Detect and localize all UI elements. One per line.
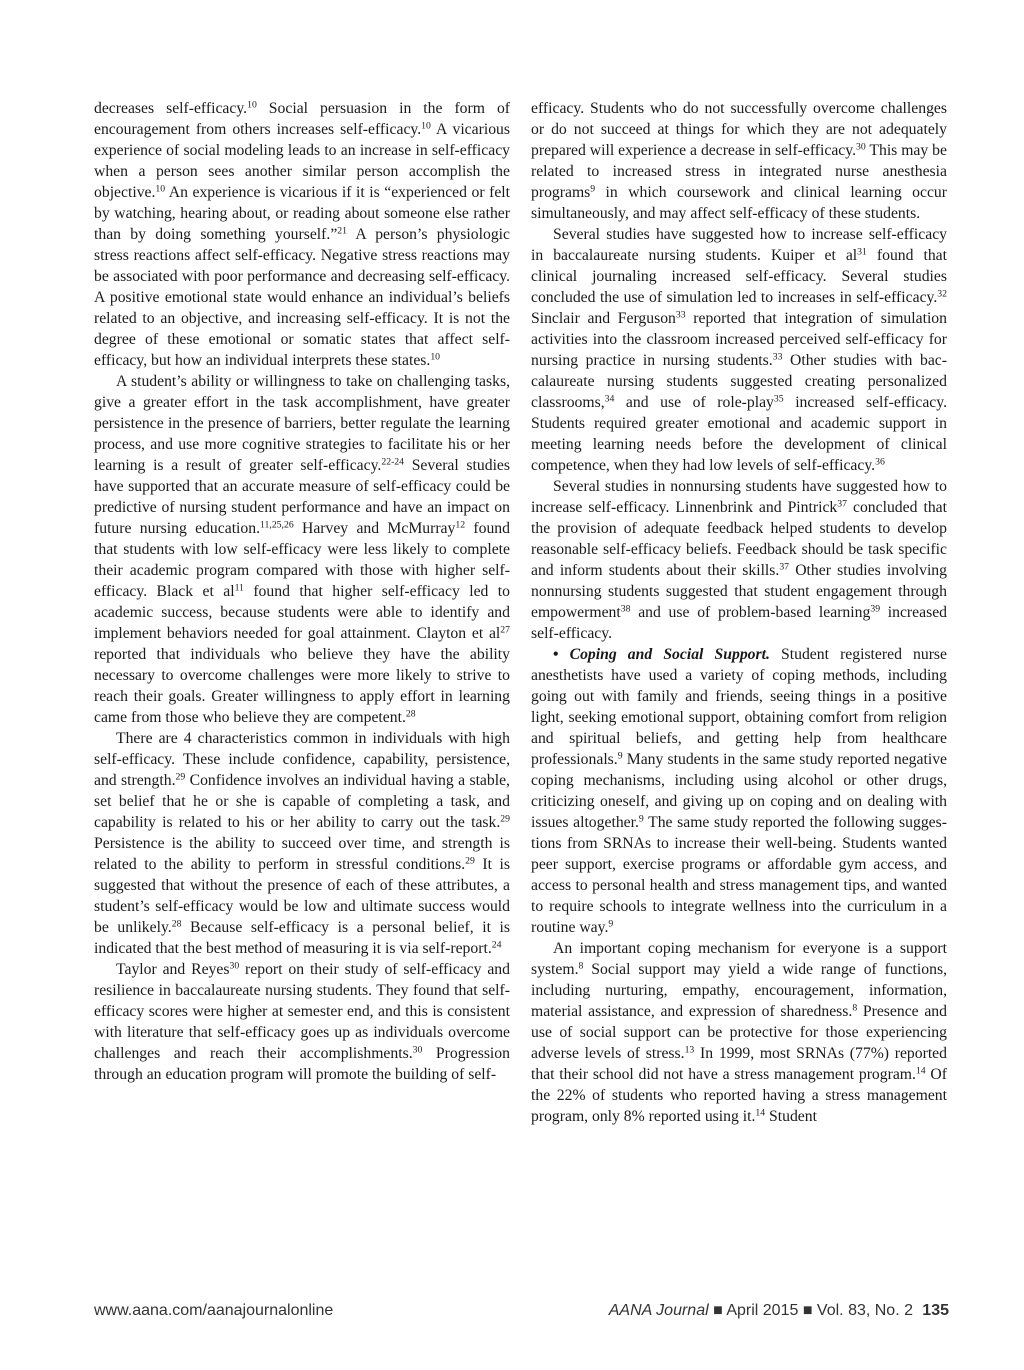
- paragraph: Several studies in nonnursing students have suggested how to increase self-efficacy. Linnenbrink and Pintrick$^{37}$ concluded that the provision of adequate feedback helped students to develop reasonable self-efficacy beliefs. Feedback should be task specific and inform students about their skills.$^{37}$ Other studies involving nonnursing students suggested that student engagement through empowerment$^{38}$ and use of problem-based learning$^{39}$ increased self-efficacy.: [531, 478, 947, 642]
- bullet-marker: •: [553, 646, 570, 663]
- paragraph: Taylor and Reyes$^{30}$ report on their study of self-efficacy and resilience in baccalaureate nursing students. They found that self-efficacy scores were higher at semester end, and this is consistent with literature that self-efficacy goes up as individuals overcome challenges and reach their accomplishments.$^{30}$ Progression through an education program will promote the building of self-: [94, 960, 510, 1083]
- paragraph: decreases self-efficacy.$^{10}$ Social persuasion in the form of encouragement from others increases self-efficacy.$^{10}$ A vicarious experience of social modeling leads to an increase in self-efficacy when a person sees another similar person accomplish the objective.$^{10}$ An experience is vicarious if it is “experienced or felt by watching, hearing about, or reading about someone else rather than by doing something yourself.”$^{21}$ A person’s physiologic stress reactions affect self-efficacy. Negative stress reactions may be associated with poor performance and decreasing self-efficacy. A positive emotional state would enhance an individual’s beliefs related to an objective, and increasing self-efficacy. It is not the degree of these emotional or somatic states that affect self-efficacy, but how an individual interprets these states.$^{10}$: [94, 99, 511, 369]
- paragraph: Several studies have suggested how to increase self-efficacy in baccalaureate nursing students. Kuiper et $al^{31}$ found that clinical journaling increased self-efficacy. Several studies concluded the use of simulation led to increases in self-efficacy.$^{32}$ Sinclair and Ferguson$^{33}$ reported that integration of simulation activities into the classroom increased perceived self-efficacy for nursing practice in nursing students.$^{33}$ Other studies with baccalaureate nursing students suggested creating personalized classrooms,$^{34}$ and use of role-play$^{35}$ increased self-efficacy. Students required greater emotional and academic support in meeting learning needs before the development of clinical competence, when they had low levels of self-efficacy.$^{36}$: [531, 226, 947, 474]
- paragraph: A student’s ability or willingness to take on challenging tasks, give a greater effort in the task accomplishment, have greater persistence in the presence of barriers, better regulate the learning process, and use more cognitive strategies to facilitate his or her learning is a result of greater self-efficacy.$^{22-24}$ Several studies have supported that an accurate measure of self-efficacy could be predictive of nursing student performance and have an impact on future nursing education.$^{11,25,26}$ Harvey and McMurray$^{12}$ found that students with low self-efficacy were less likely to complete their academic program compared with those with higher self-efficacy. Black et $al^{11}$ found that higher self-efficacy led to academic success, because students were able to identify and implement behaviors needed for goal attainment. Clayton et $al^{27}$ reported that individuals who believe they have the ability necessary to overcome challenges were more likely to strive to reach their goals. Greater willingness to apply effort in learning came from those who believe they are competent.$^{28}$: [94, 373, 510, 726]
- footer-url: www.aana.com/aanajournalonline: [94, 1302, 334, 1319]
- section-heading: Coping and Social Support.: [569, 646, 770, 663]
- journal-name: AANA Journal: [608, 1302, 709, 1319]
- page-footer: [94, 1302, 949, 1326]
- journal-citation: [609, 1302, 913, 1320]
- paragraph: • Coping and Social Support. Student registered nurse anesthetists have used a variety of coping methods, including going out with family and friends, seeing things in a positive light, seeking emotional support, obtaining comfort from religion and spiritual beliefs, and getting help from healthcare professionals.$^9$ Many students in the same study reported negative coping mechanisms, including using alcohol or other drugs, criticizing oneself, and giving up on coping and on dealing with issues altogether.$^9$ The same study reported the following suggestions from SRNAs to increase their well-being. Students wanted peer support, exercise programs or affordable gym access, and access to personal health and stress management tips, and wanted to require schools to integrate wellness into the curriculum in a routine way.$^9$: [531, 646, 948, 936]
- page-number: 135: [922, 1302, 949, 1319]
- issue-info: ■ April 2015 ■ Vol. 83, No. 2: [708, 1302, 913, 1319]
- paragraph: An important coping mechanism for everyone is a support system.$^8$ Social support may yield a wide range of functions, including nurturing, empathy, encouragement, information, material assistance, and expression of sharedness.$^8$ Presence and use of social support can be protective for those experiencing adverse levels of stress.$^{13}$ In 1999, most SRNAs (77%) reported that their school did not have a stress management program.$^{14}$ Of the 22% of students who reported having a stress management program, only 8% reported using it.$^{14}$ Student: [531, 940, 947, 1125]
- paragraph: There are 4 characteristics common in individuals with high self-efficacy. These include confidence, capability, persistence, and strength.$^{29}$ Confidence involves an individual having a stable, set belief that he or she is capable of completing a task, and capability is related to his or her ability to carry out the task.$^{29}$ Persistence is the ability to succeed over time, and strength is related to the ability to perform in stressful conditions.$^{29}$ It is suggested that without the presence of each of these attributes, a student’s self-efficacy would be low and ultimate success would be unlikely.$^{28}$ Because self-efficacy is a personal belief, it is indicated that the best method of measuring it is via self-report.$^{24}$: [94, 730, 511, 957]
- left-column: [94, 98, 510, 1085]
- right-column: [531, 98, 947, 1127]
- paragraph: efficacy. Students who do not successfully overcome challenges or do not succeed at things for which they are not adequately prepared will experience a decrease in self-efficacy.$^{30}$ This may be related to increased stress in integrated nurse anesthesia programs$^9$ in which coursework and clinical learning occur simultaneously, and may affect self-efficacy of these students.: [531, 100, 947, 222]
